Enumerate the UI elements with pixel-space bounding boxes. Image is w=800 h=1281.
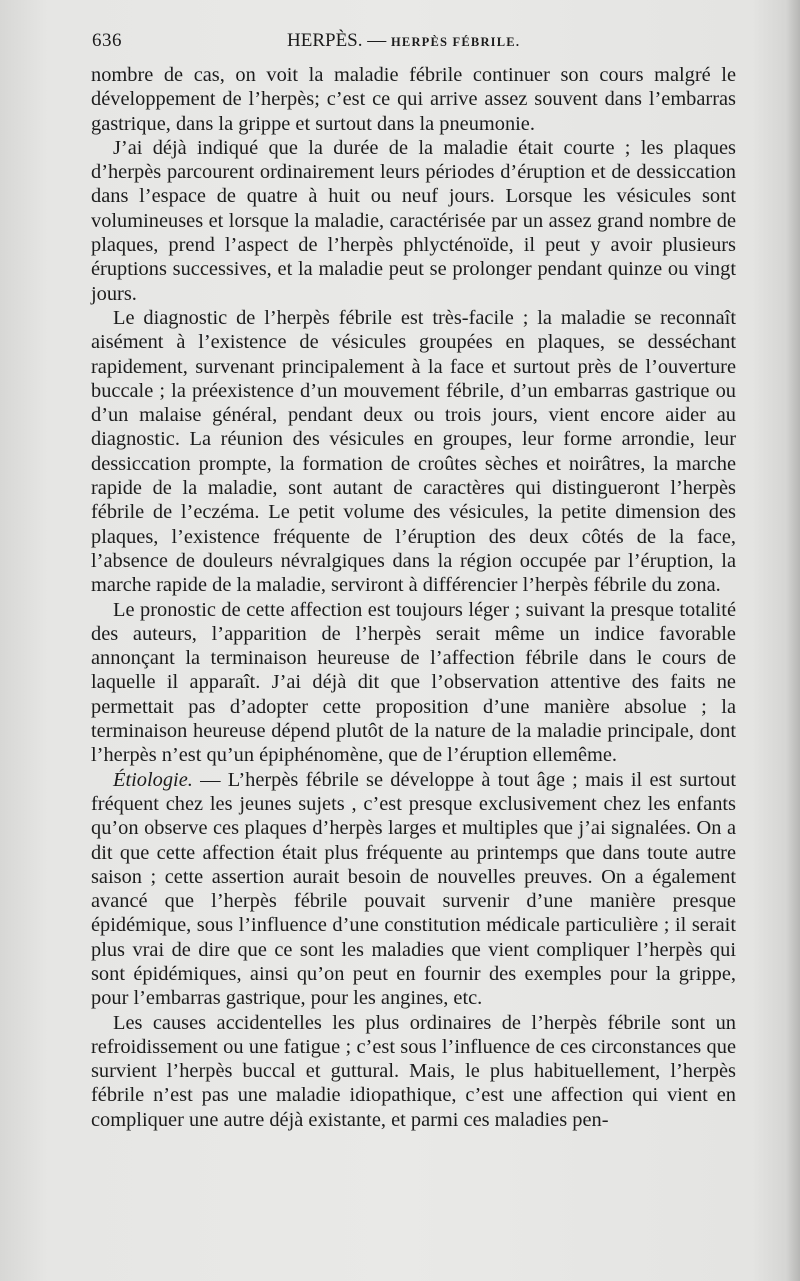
running-head: [287, 30, 520, 52]
body-text: [91, 63, 736, 1132]
etiology-text: — L’herpès fébrile se développe à tout âge ; mais il est surtout fréquent chez les jeunes sujets , c’est presque exclusivement chez les enfants qu’on observe ces plaques d’herpès larges et multiples que j’ai signalées. On a dit que cette affection était plus fréquente au printemps que dans toute autre saison ; cette assertion aurait besoin de nouvelles preuves. On a également avancé que l’herpès fébrile pouvait survenir d’une manière presque épidémique, sous l’influence d’une constitution médicale particulière ; il serait plus vrai de dire que ce sont les maladies que vient compliquer l’herpès qui sont épidémiques, ainsi qu’on peut en fournir des exemples pour la grippe, pour l’embarras gastrique, pour les angines, etc.: [91, 768, 736, 1010]
running-head-title: HERPÈS.: [287, 30, 363, 51]
paragraph-prognosis: Le pronostic de cette affection est toujours léger ; suivant la presque totalité des auteurs, l’apparition de l’herpès serait même un indice favorable annonçant la terminaison heureuse de l’affection fébrile dans le cours de laquelle il apparaît. J’ai déjà dit que l’observation attentive des faits ne permettait pas d’adopter cette proposition d’une manière absolue ; la terminaison heureuse dépend plutôt de la nature de la maladie principale, dont l’herpès n’est qu’un épiphénomène, que de l’éruption ellemême.: [91, 598, 736, 767]
paragraph-causes: Les causes accidentelles les plus ordinaires de l’herpès fébrile sont un refroidissement ou une fatigue ; c’est sous l’influence de ces circonstances que survient l’herpès buccal et guttural. Mais, le plus habituellement, l’herpès fébrile n’est pas une maladie idiopathique, c’est une affection qui vient en compliquer une autre déjà existante, et parmi ces maladies pen-: [91, 1011, 736, 1131]
paragraph-diagnosis: Le diagnostic de l’herpès fébrile est très-facile ; la maladie se reconnaît aisément à l’existence de vésicules groupées en plaques, se desséchant rapidement, survenant principalement à la face et surtout près de l’ouverture buccale ; la préexistence d’un mouvement fébrile, d’un embarras gastrique ou d’un malaise général, pendant deux ou trois jours, vient encore aider au diagnostic. La réunion des vésicules en groupes, leur forme arrondie, leur dessiccation prompte, la formation de croûtes sèches et noirâtres, la marche rapide de la maladie, sont autant de caractères qui distingueront l’herpès fébrile de l’eczéma. Le petit volume des vésicules, la petite dimension des plaques, l’existence fréquente de l’éruption des deux côtés de la face, l’absence de douleurs névralgiques dans la région occupée par l’éruption, la marche rapide de la maladie, serviront à différencier l’herpès fébrile du zona.: [91, 306, 736, 597]
page-edge-shadow: [786, 0, 800, 1281]
running-head-subtitle: HERPÈS FÉBRILE.: [391, 35, 521, 49]
running-head-dash: —: [362, 30, 391, 51]
page-number: 636: [92, 30, 122, 51]
paragraph-etiology: [91, 768, 736, 1011]
page-header: [92, 28, 737, 54]
paragraph-duration: J’ai déjà indiqué que la durée de la maladie était courte ; les plaques d’herpès parcourent ordinairement leurs périodes d’éruption et de dessiccation dans l’espace de quatre à huit ou neuf jours. Lorsque les vésicules sont volumineuses et lorsque la maladie, caractérisée par un assez grand nombre de plaques, prend l’aspect de l’herpès phlycténoïde, il peut y avoir plusieurs éruptions successives, et la maladie peut se prolonger pendant quinze ou vingt jours.: [91, 136, 736, 305]
etiology-heading: Étiologie.: [113, 768, 193, 791]
paragraph-continuation: nombre de cas, on voit la maladie fébrile continuer son cours malgré le développement de l’herpès; c’est ce qui arrive assez souvent dans l’embarras gastrique, dans la grippe et surtout dans la pneumonie.: [91, 64, 736, 135]
